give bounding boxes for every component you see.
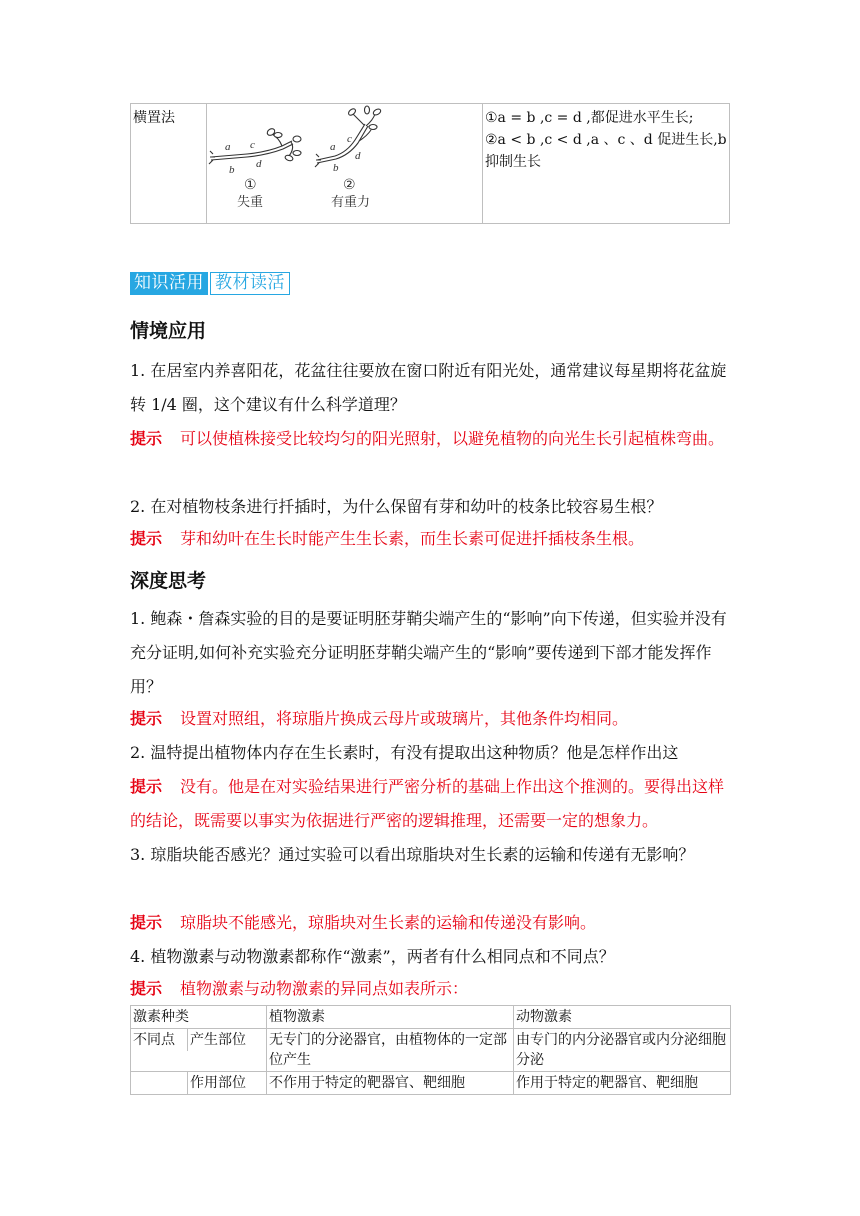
s2-question-4: 4. 植物激素与动物激素都称作“激素”，两者有什么相同点和不同点？	[130, 947, 615, 966]
s2-answer-3	[130, 906, 732, 940]
s2-answer-2-text: 没有。他是在对实验结果进行严密分析的基础上作出这个推测的。要得出这样的结论，既需要以事实为依据进行严密的逻辑推理，还需要一定的想象力。	[130, 777, 725, 830]
label-2-a: a	[330, 141, 336, 153]
method-result	[483, 104, 730, 224]
s1-answer-2	[130, 522, 732, 556]
s2-question-3: 3. 琼脂块能否感光？通过实验可以看出琼脂块对生长素的运输和传递有无影响？	[130, 845, 695, 864]
cell-animal-target: 作用于特定的靶器官、靶细胞	[514, 1072, 731, 1095]
header-hormone-type: 激素种类	[131, 1006, 267, 1029]
table-row	[131, 1072, 731, 1095]
s2-answer-2	[130, 770, 732, 838]
tip-label: 提示	[130, 709, 163, 728]
s2-answer-4	[130, 972, 732, 1006]
tip-label: 提示	[130, 913, 163, 932]
s2-answer-3-text: 琼脂块不能感光，琼脂块对生长素的运输和传递没有影响。	[180, 913, 597, 932]
label-1-b: b	[229, 164, 235, 176]
row-label-cell	[131, 1029, 267, 1072]
cell-animal-origin: 由专门的内分泌器官或内分泌细胞分泌	[514, 1029, 731, 1072]
s1-answer-1-text: 可以使植株接受比较均匀的阳光照射，以避免植物的向光生长引起植株弯曲。	[180, 429, 725, 448]
s2-question-2: 2. 温特提出植物体内存在生长素时，有没有提取出这种物质？他是怎样作出这	[130, 743, 679, 762]
section-banner	[130, 272, 290, 295]
stem-figure	[207, 104, 482, 216]
caption-1-number: ①	[244, 177, 257, 193]
section-title-scenario: 情境应用	[130, 320, 207, 342]
banner-textbook: 教材读活	[210, 272, 290, 295]
caption-2: 有重力	[331, 195, 371, 210]
s2-question-1: 1. 鲍森・詹森实验的目的是要证明胚芽鞘尖端产生的“影响”向下传递，但实验并没有充分证明,如何补充实验充分证明胚芽鞘尖端产生的“影响”要传递到下部才能发挥作用？	[130, 609, 727, 696]
row-label-origin: 产生部位	[190, 1032, 246, 1048]
stem-figure-1	[209, 127, 301, 164]
label-2-d: d	[355, 150, 361, 162]
cell-plant-target: 不作用于特定的靶器官、靶细胞	[267, 1072, 514, 1095]
table-row	[131, 1029, 731, 1072]
s1-answer-1	[130, 422, 732, 456]
caption-1: 失重	[237, 195, 264, 210]
s1-question-2: 2. 在对植物枝条进行扦插时，为什么保留有芽和幼叶的枝条比较容易生根？	[130, 497, 663, 516]
banner-knowledge: 知识活用	[130, 272, 208, 295]
section-title-deep-thinking: 深度思考	[130, 570, 207, 592]
tip-label: 提示	[130, 429, 163, 448]
header-animal-hormone: 动物激素	[514, 1006, 731, 1029]
s2-answer-1-text: 设置对照组，将琼脂片换成云母片或玻璃片，其他条件均相同。	[180, 709, 629, 728]
cell-plant-origin: 无专门的分泌器官，由植物体的一定部位产生	[267, 1029, 514, 1072]
result-line-2: ②a < b ,c < d ,a 、c 、d 促进生长,b	[485, 132, 727, 148]
result-line-3: 抑制生长	[485, 154, 541, 170]
label-2-c: c	[347, 133, 352, 145]
s1-answer-2-text: 芽和幼叶在生长时能产生生长素，而生长素可促进扦插枝条生根。	[180, 529, 645, 548]
header-plant-hormone: 植物激素	[267, 1006, 514, 1029]
tip-label: 提示	[130, 529, 163, 548]
tip-label: 提示	[130, 777, 163, 796]
stem-figure-cell	[207, 104, 483, 224]
tip-label: 提示	[130, 979, 163, 998]
s1-question-1: 1. 在居室内养喜阳花，花盆往往要放在窗口附近有阳光处，通常建议每星期将花盆旋转 1/4 圈，这个建议有什么科学道理？	[130, 361, 727, 414]
hormone-comparison-table	[130, 1005, 731, 1095]
label-1-d: d	[256, 158, 262, 170]
s2-answer-4-text: 植物激素与动物激素的异同点如表所示：	[180, 979, 469, 998]
caption-2-number: ②	[343, 177, 356, 193]
result-line-1: ①a = b ,c = d ,都促进水平生长;	[485, 110, 694, 126]
label-1-c: c	[250, 139, 255, 151]
method-table	[130, 103, 730, 224]
row-label-cell	[131, 1072, 267, 1095]
table-row	[131, 1006, 731, 1029]
row-label-target: 作用部位	[190, 1075, 246, 1091]
diff-label: 不同点	[131, 1029, 188, 1051]
label-2-b: b	[333, 162, 339, 174]
label-1-a: a	[225, 141, 231, 153]
method-name: 横置法	[131, 104, 207, 224]
s2-answer-1	[130, 702, 732, 736]
